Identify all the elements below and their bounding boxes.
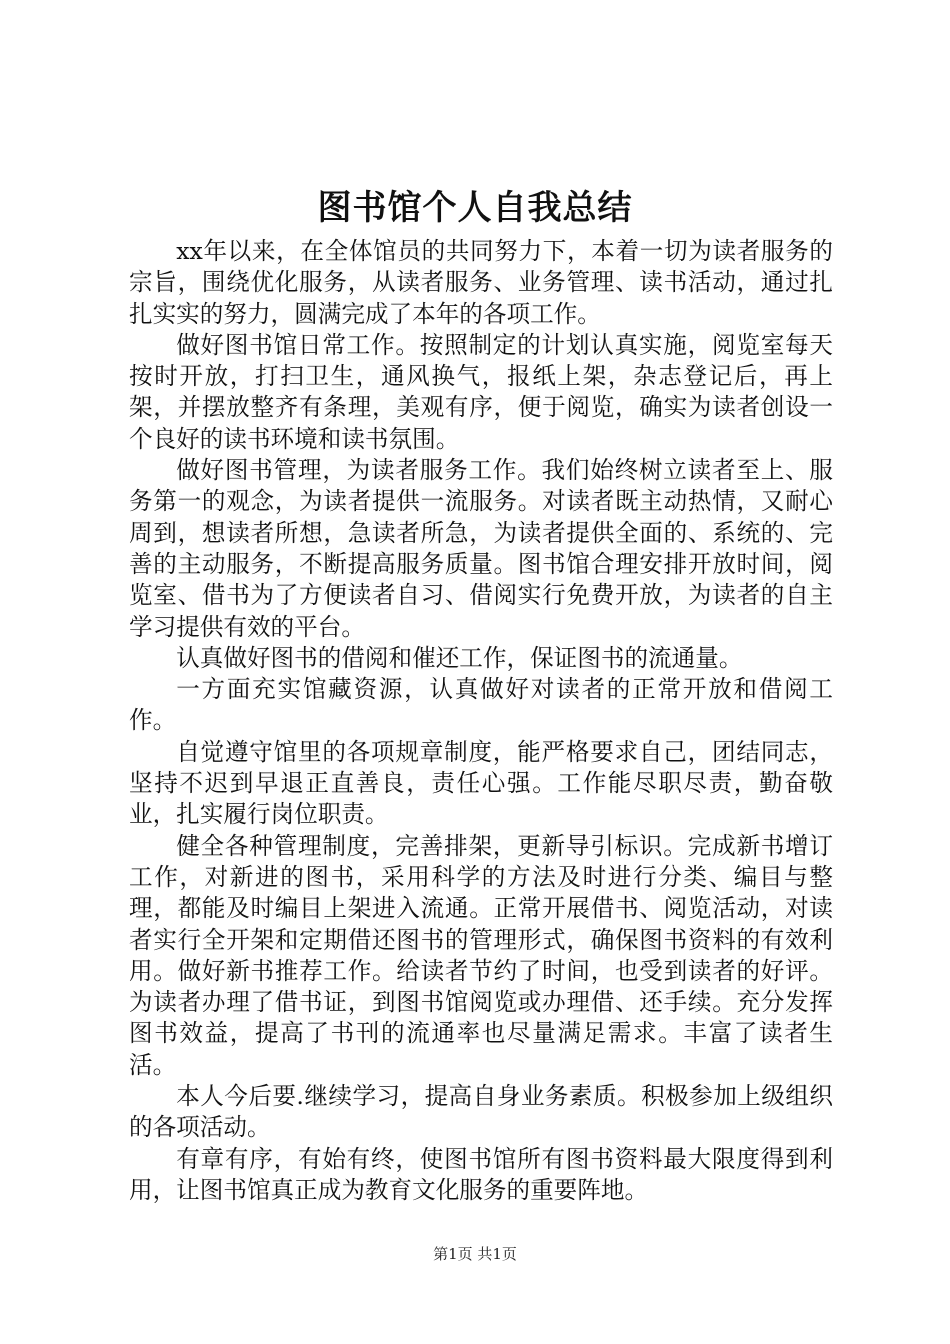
paragraph-reader-service: 做好图书管理，为读者服务工作。我们始终树立读者至上、服务第一的观念，为读者提供一流服务。对读者既主动热情，又耐心周到，想读者所想，急读者所急，为读者提供全面的、系统的、完善的主动服务，不断提高服务质量。图书馆合理安排开放时间，阅览室、借书为了方便读者自习、借阅实行免费开放，为读者的自主学习提供有效的平台。 xyxy=(129,456,833,641)
paragraph-collection: 一方面充实馆藏资源，认真做好对读者的正常开放和借阅工作。 xyxy=(129,675,833,735)
paragraph-intro: xx年以来，在全体馆员的共同努力下，本着一切为读者服务的宗旨，围绕优化服务，从读者服务、业务管理、读书活动，通过扎扎实实的努力，圆满完成了本年的各项工作。 xyxy=(129,237,833,328)
paragraph-future: 本人今后要.继续学习，提高自身业务素质。积极参加上级组织的各项活动。 xyxy=(129,1082,833,1142)
page-footer: 第1页 共1页 xyxy=(433,1245,517,1263)
paragraph-daily-work: 做好图书馆日常工作。按照制定的计划认真实施，阅览室每天按时开放，打扫卫生，通风换气，报纸上架，杂志登记后，再上架，并摆放整齐有条理，美观有序，便于阅览，确实为读者创设一个良好的读书环境和读书氛围。 xyxy=(129,330,833,453)
document-title: 图书馆个人自我总结 xyxy=(317,188,633,228)
paragraph-conclusion: 有章有序，有始有终，使图书馆所有图书资料最大限度得到利用，让图书馆真正成为教育文化服务的重要阵地。 xyxy=(129,1144,833,1204)
paragraph-management: 健全各种管理制度，完善排架，更新导引标识。完成新书增订工作，对新进的图书，采用科学的方法及时进行分类、编目与整理，都能及时编目上架进入流通。正常开展借书、阅览活动，对读者实行全开架和定期借还图书的管理形式，确保图书资料的有效利用。做好新书推荐工作。给读者节约了时间，也受到读者的好评。为读者办理了借书证，到图书馆阅览或办理借、还手续。充分发挥图书效益，提高了书刊的流通率也尽量满足需求。丰富了读者生活。 xyxy=(129,831,833,1079)
paragraph-discipline: 自觉遵守馆里的各项规章制度，能严格要求自己，团结同志，坚持不迟到早退正直善良，责任心强。工作能尽职尽责，勤奋敬业，扎实履行岗位职责。 xyxy=(129,737,833,829)
document-body xyxy=(129,236,833,1206)
paragraph-lending: 认真做好图书的借阅和催还工作，保证图书的流通量。 xyxy=(176,643,743,672)
